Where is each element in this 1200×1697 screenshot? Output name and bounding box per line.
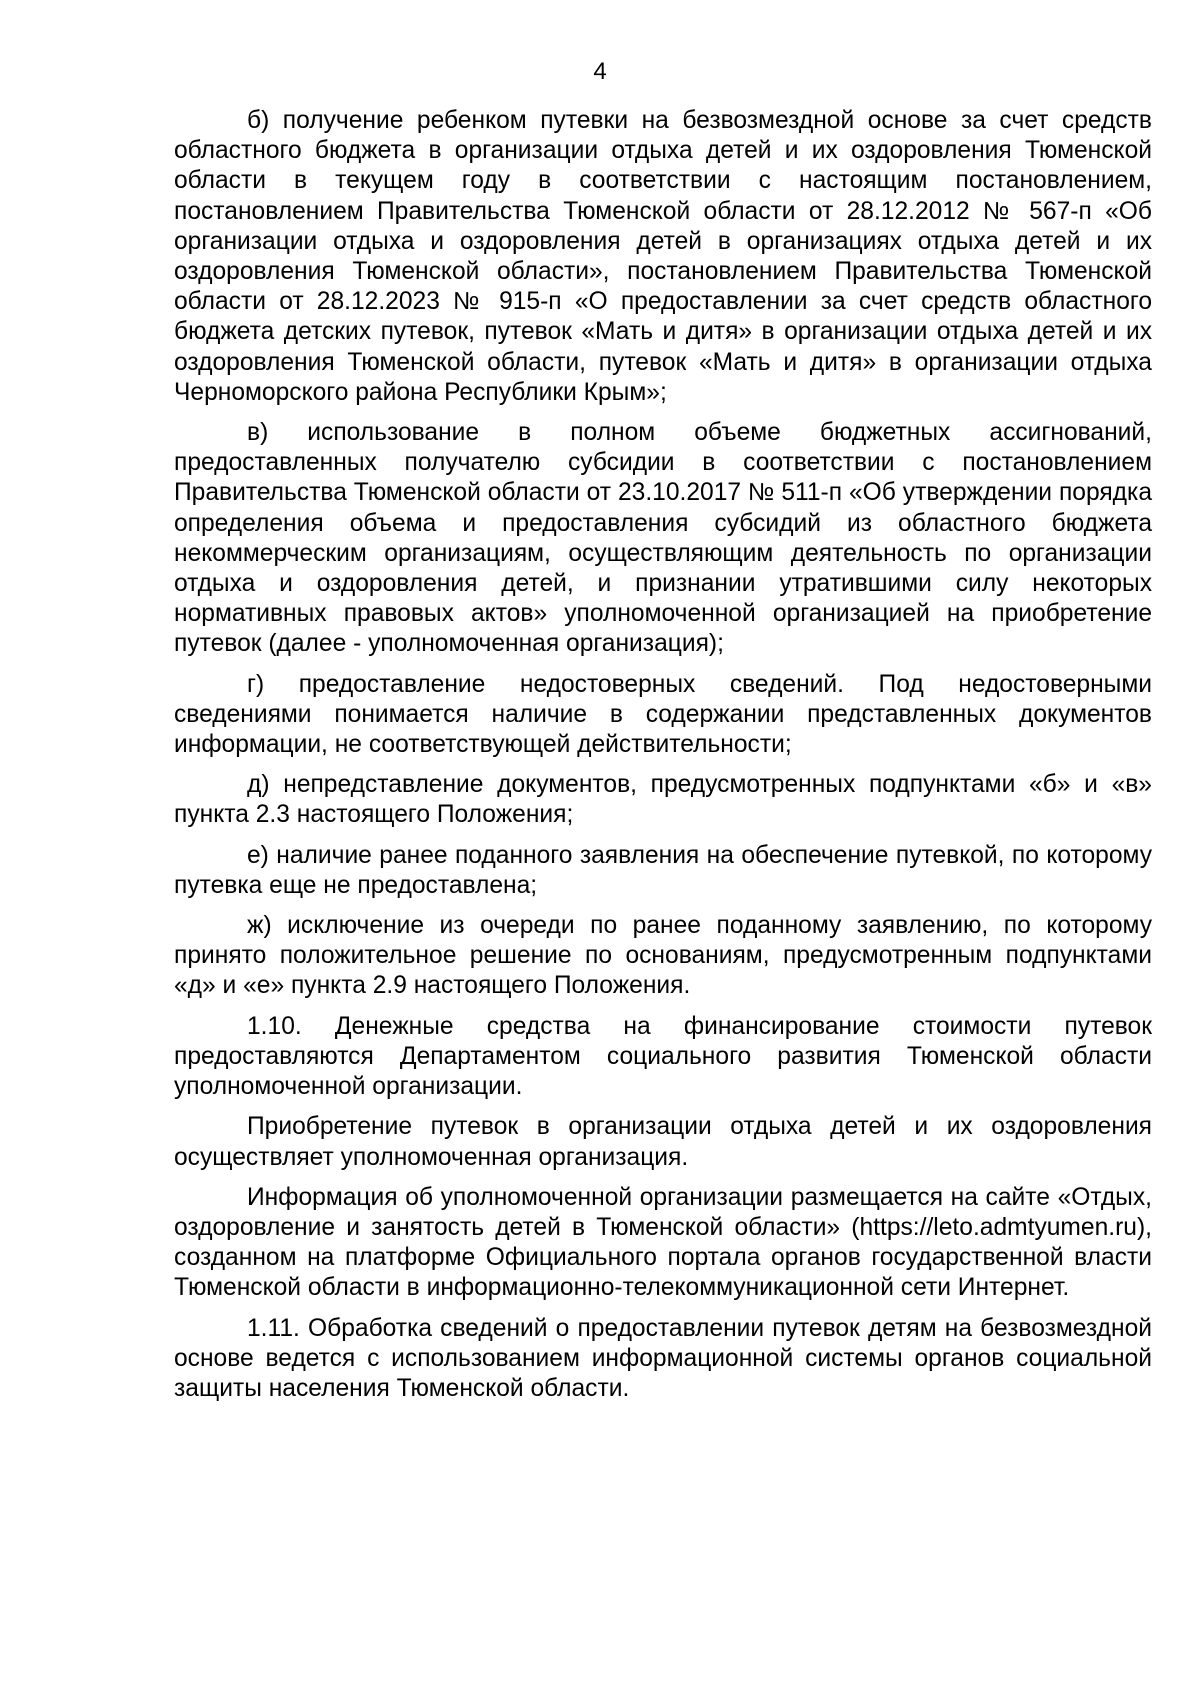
paragraph-zh-queue-exclusion: ж) исключение из очереди по ранее поданному заявлению, по которому принято положительное решение по основаниям, предусмотренным подпунктами «д» и «е» пункта 2.9 настоящего Положения. [174, 912, 1152, 1000]
paragraph-d-missing-documents: д) непредставление документов, предусмотренных подпунктами «б» и «в» пункта 2.3 настоящего Положения; [174, 771, 1152, 829]
paragraph-1-10-funding: 1.10. Денежные средства на финансирование стоимости путевок предоставляются Департаментом социального развития Тюменской области уполномоченной организации. [174, 1012, 1152, 1101]
paragraph-b-voucher-received: б) получение ребенком путевки на безвозмездной основе за счет средств областного бюджета в организации отдыха детей и их оздоровления Тюменской области в текущем году в соответствии с настоящим постановлением, постановлением Правительства Тюменской области от 28.12.2012 № 567-п «Об организации отдыха и оздоровления детей в организациях отдыха детей и их оздоровления Тюменской области», постановлением Правительства Тюменской области от 28.12.2023 № 915-п «О предоставлении за счет средств областного бюджета детских путевок, путевок «Мать и дитя» в организации отдыха детей и их оздоровления Тюменской области, путевок «Мать и дитя» в организации отдыха Черноморского района Республики Крым»; [174, 107, 1152, 406]
paragraph-purchase: Приобретение путевок в организации отдыха детей и их оздоровления осуществляет уполномоченная организация. [174, 1113, 1152, 1171]
paragraph-v-budget-used: в) использование в полном объеме бюджетных ассигнований, предоставленных получателю субсидии в соответствии с постановлением Правительства Тюменской области от 23.10.2017 № 511-п «Об утверждении порядка определения объема и предоставления субсидий из областного бюджета некоммерческим организациям, осуществляющим деятельность по организации отдыха и оздоровления детей, и признании утратившими силу некоторых нормативных правовых актов» уполномоченной организацией на приобретение путевок (далее - уполномоченная организация); [174, 419, 1152, 658]
document-body [174, 106, 1152, 1414]
paragraph-e-pending-application: е) наличие ранее поданного заявления на обеспечение путевкой, по которому путевка еще не предоставлена; [174, 841, 1152, 899]
page-number: 4 [593, 58, 607, 85]
paragraph-g-false-info: г) предоставление недостоверных сведений. Под недостоверными сведениями понимается наличие в содержании представленных документов информации, не соответствующей действительности; [174, 670, 1152, 759]
paragraph-1-11-processing: 1.11. Обработка сведений о предоставлении путевок детям на безвозмездной основе ведется с использованием информационной системы органов социальной защиты населения Тюменской области. [174, 1314, 1152, 1402]
paragraph-info-website: Информация об уполномоченной организации размещается на сайте «Отдых, оздоровление и занятость детей в Тюменской области» (https://leto.admtyumen.ru), созданном на платформе Официального портала органов государственной власти Тюменской области в информационно-телекоммуникационной сети Интернет. [174, 1183, 1152, 1302]
